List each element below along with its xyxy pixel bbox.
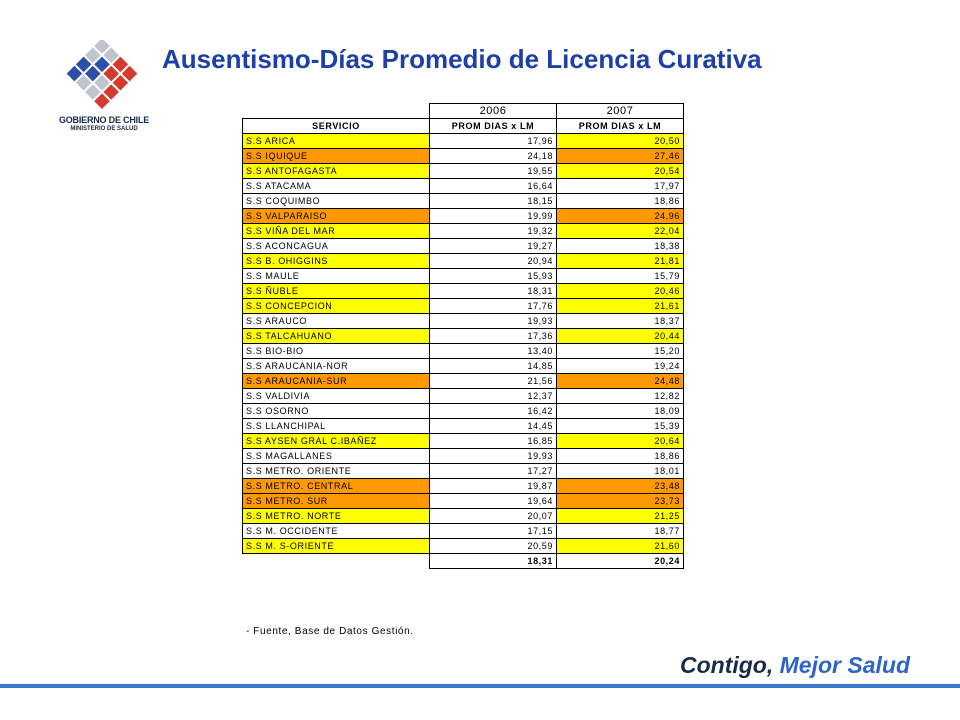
value-2006-cell: 14,45 — [430, 419, 557, 434]
value-2006-cell: 17,36 — [430, 329, 557, 344]
value-2007-cell: 18,86 — [557, 194, 684, 209]
year-header-row — [243, 104, 684, 119]
logo-ministerio-text: MINISTERIO DE SALUD — [70, 126, 138, 132]
value-2007-cell: 24,48 — [557, 374, 684, 389]
table-row — [243, 449, 684, 464]
service-name-cell: S.S ÑUBLE — [243, 284, 430, 299]
value-2007-cell: 20,44 — [557, 329, 684, 344]
logo-diamond-icon — [62, 40, 142, 110]
table-row — [243, 359, 684, 374]
value-2007-cell: 17,97 — [557, 179, 684, 194]
value-2007-cell: 18,77 — [557, 524, 684, 539]
value-2007-cell: 21,60 — [557, 539, 684, 554]
value-2006-cell: 17,15 — [430, 524, 557, 539]
table-row — [243, 419, 684, 434]
value-2006-cell: 15,93 — [430, 269, 557, 284]
table-row — [243, 404, 684, 419]
value-2006-cell: 16,85 — [430, 434, 557, 449]
service-name-cell: S.S METRO. NORTE — [243, 509, 430, 524]
service-name-cell: S.S M. OCCIDENTE — [243, 524, 430, 539]
value-2007-cell: 21,25 — [557, 509, 684, 524]
services-table — [242, 103, 684, 569]
value-2006-cell: 21,56 — [430, 374, 557, 389]
value-2007-cell: 19,24 — [557, 359, 684, 374]
totals-blank-cell — [243, 554, 430, 569]
slogan-contigo: Contigo, — [680, 652, 774, 678]
value-2006-cell: 13,40 — [430, 344, 557, 359]
value-2007-cell: 12,82 — [557, 389, 684, 404]
service-name-cell: S.S VALDIVIA — [243, 389, 430, 404]
servicio-header: SERVICIO — [243, 119, 430, 134]
table-row — [243, 344, 684, 359]
service-name-cell: S.S MAULE — [243, 269, 430, 284]
table-row — [243, 524, 684, 539]
table-row — [243, 134, 684, 149]
value-2006-cell: 12,37 — [430, 389, 557, 404]
table-row — [243, 209, 684, 224]
year-2007-header: 2007 — [557, 104, 684, 119]
value-2006-cell: 18,15 — [430, 194, 557, 209]
value-2006-cell: 19,93 — [430, 449, 557, 464]
table-row — [243, 224, 684, 239]
value-2006-cell: 19,32 — [430, 224, 557, 239]
value-2006-cell: 17,27 — [430, 464, 557, 479]
service-name-cell: S.S ACONCAGUA — [243, 239, 430, 254]
value-2007-cell: 15,39 — [557, 419, 684, 434]
table-row — [243, 149, 684, 164]
value-2007-cell: 18,37 — [557, 314, 684, 329]
value-2006-cell: 19,64 — [430, 494, 557, 509]
value-2007-cell: 21,61 — [557, 299, 684, 314]
value-2006-cell: 17,76 — [430, 299, 557, 314]
table-row — [243, 284, 684, 299]
value-2006-cell: 20,94 — [430, 254, 557, 269]
table-row — [243, 194, 684, 209]
table-row — [243, 509, 684, 524]
value-2006-cell: 16,64 — [430, 179, 557, 194]
value-2006-cell: 16,42 — [430, 404, 557, 419]
value-2007-cell: 18,01 — [557, 464, 684, 479]
prom-dias-2006-header: PROM DIAS x LM — [430, 119, 557, 134]
service-name-cell: S.S AYSEN GRAL C.IBAÑEZ — [243, 434, 430, 449]
value-2006-cell: 19,99 — [430, 209, 557, 224]
service-name-cell: S.S ARICA — [243, 134, 430, 149]
service-name-cell: S.S ATACAMA — [243, 179, 430, 194]
service-name-cell: S.S IQUIQUE — [243, 149, 430, 164]
table-row — [243, 314, 684, 329]
value-2006-cell: 17,96 — [430, 134, 557, 149]
table-row — [243, 494, 684, 509]
value-2007-cell: 24,96 — [557, 209, 684, 224]
value-2006-cell: 19,87 — [430, 479, 557, 494]
blank-corner-cell — [243, 104, 430, 119]
source-note: - Fuente, Base de Datos Gestión. — [246, 626, 414, 637]
value-2006-cell: 19,27 — [430, 239, 557, 254]
service-name-cell: S.S METRO. SUR — [243, 494, 430, 509]
slogan-mejor-salud: Mejor Salud — [779, 652, 910, 678]
value-2007-cell: 15,79 — [557, 269, 684, 284]
service-name-cell: S.S B. OHIGGINS — [243, 254, 430, 269]
table-row — [243, 269, 684, 284]
service-name-cell: S.S OSORNO — [243, 404, 430, 419]
table-row — [243, 299, 684, 314]
table-row — [243, 434, 684, 449]
table-row — [243, 164, 684, 179]
value-2007-cell: 20,64 — [557, 434, 684, 449]
service-name-cell: S.S ARAUCO — [243, 314, 430, 329]
value-2007-cell: 27,46 — [557, 149, 684, 164]
value-2006-cell: 14,85 — [430, 359, 557, 374]
value-2007-cell: 15,20 — [557, 344, 684, 359]
year-2006-header: 2006 — [430, 104, 557, 119]
value-2007-cell: 18,86 — [557, 449, 684, 464]
value-2007-cell: 20,54 — [557, 164, 684, 179]
service-name-cell: S.S LLANCHIPAL — [243, 419, 430, 434]
logo-gobierno-text: GOBIERNO DE CHILE — [58, 115, 150, 125]
table-row — [243, 329, 684, 344]
value-2007-cell: 18,38 — [557, 239, 684, 254]
value-2007-cell: 22,04 — [557, 224, 684, 239]
service-name-cell: S.S VALPARAISO — [243, 209, 430, 224]
table-row — [243, 464, 684, 479]
totals-row — [243, 554, 684, 569]
column-header-row — [243, 119, 684, 134]
table-row — [243, 539, 684, 554]
value-2006-cell: 18,31 — [430, 284, 557, 299]
table-row — [243, 179, 684, 194]
table-row — [243, 479, 684, 494]
value-2006-cell: 19,55 — [430, 164, 557, 179]
service-name-cell: S.S COQUIMBO — [243, 194, 430, 209]
service-name-cell: S.S VIÑA DEL MAR — [243, 224, 430, 239]
value-2007-cell: 20,50 — [557, 134, 684, 149]
footer-divider — [0, 684, 960, 688]
value-2006-cell: 20,59 — [430, 539, 557, 554]
service-name-cell: S.S TALCAHUANO — [243, 329, 430, 344]
service-name-cell: S.S MAGALLANES — [243, 449, 430, 464]
service-name-cell: S.S ANTOFAGASTA — [243, 164, 430, 179]
value-2006-cell: 19,93 — [430, 314, 557, 329]
service-name-cell: S.S ARAUCANIA-SUR — [243, 374, 430, 389]
total-2006-cell: 18,31 — [430, 554, 557, 569]
table-row — [243, 239, 684, 254]
total-2007-cell: 20,24 — [557, 554, 684, 569]
table-row — [243, 254, 684, 269]
value-2007-cell: 21,81 — [557, 254, 684, 269]
prom-dias-2007-header: PROM DIAS x LM — [557, 119, 684, 134]
service-name-cell: S.S CONCEPCION — [243, 299, 430, 314]
value-2006-cell: 20,07 — [430, 509, 557, 524]
value-2007-cell: 20,46 — [557, 284, 684, 299]
slogan — [680, 652, 910, 679]
value-2007-cell: 23,73 — [557, 494, 684, 509]
table-row — [243, 389, 684, 404]
service-name-cell: S.S METRO. ORIENTE — [243, 464, 430, 479]
slide-title: Ausentismo-Días Promedio de Licencia Curativa — [162, 44, 762, 74]
service-name-cell: S.S BIO-BIO — [243, 344, 430, 359]
service-name-cell: S.S ARAUCANIA-NOR — [243, 359, 430, 374]
service-name-cell: S.S M. S-ORIENTE — [243, 539, 430, 554]
service-name-cell: S.S METRO. CENTRAL — [243, 479, 430, 494]
value-2007-cell: 23,48 — [557, 479, 684, 494]
value-2007-cell: 18,09 — [557, 404, 684, 419]
table-row — [243, 374, 684, 389]
value-2006-cell: 24,18 — [430, 149, 557, 164]
gobierno-de-chile-logo — [44, 40, 164, 140]
